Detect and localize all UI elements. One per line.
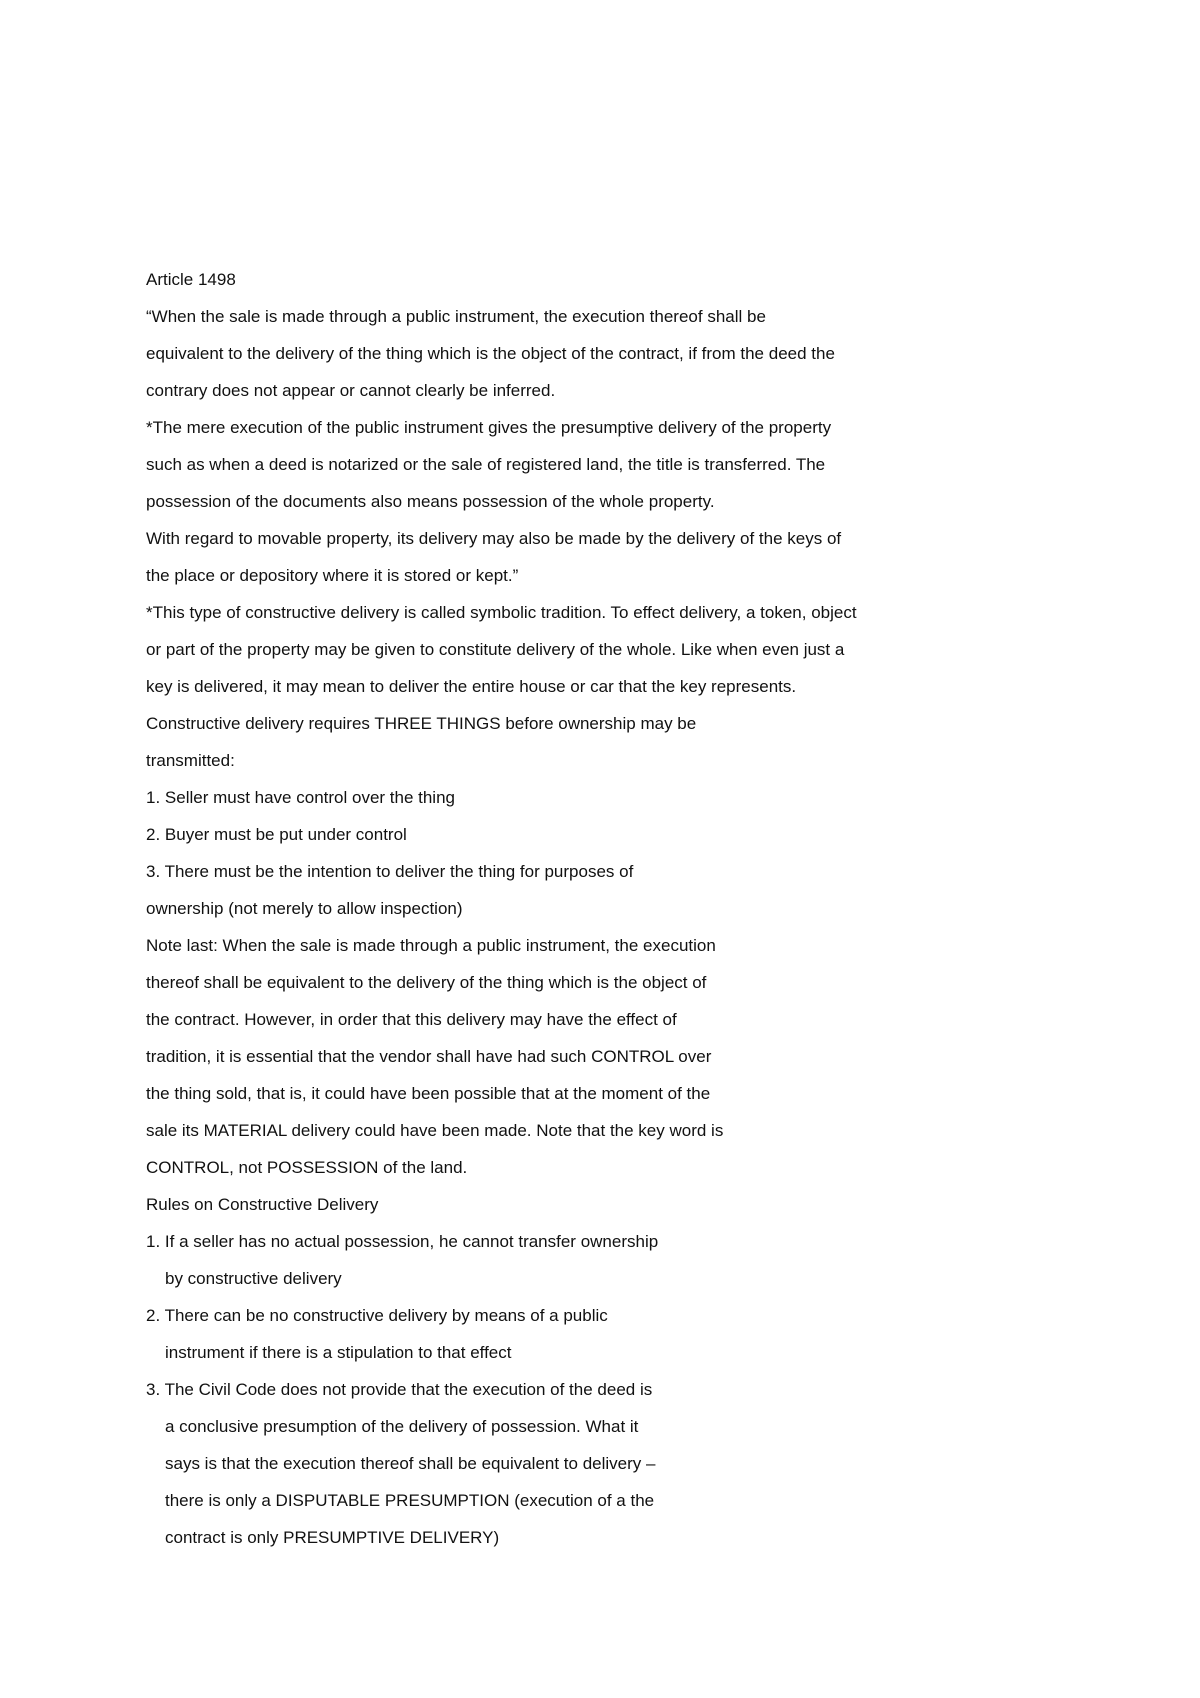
doc-line: ownership (not merely to allow inspection) bbox=[146, 899, 463, 918]
doc-line: or part of the property may be given to constitute delivery of the whole. Like when even just a bbox=[146, 640, 845, 659]
doc-line: instrument if there is a stipulation to that effect bbox=[165, 1343, 512, 1362]
doc-line: 1. If a seller has no actual possession, he cannot transfer ownership bbox=[146, 1232, 659, 1251]
doc-line: there is only a DISPUTABLE PRESUMPTION (execution of a the bbox=[165, 1491, 655, 1510]
doc-line: by constructive delivery bbox=[165, 1269, 342, 1288]
doc-line: 2. Buyer must be put under control bbox=[146, 825, 407, 844]
doc-line: equivalent to the delivery of the thing which is the object of the contract, if from the deed the bbox=[146, 344, 835, 363]
doc-line: contract is only PRESUMPTIVE DELIVERY) bbox=[165, 1528, 500, 1547]
doc-line: transmitted: bbox=[146, 751, 235, 770]
doc-line: sale its MATERIAL delivery could have been made. Note that the key word is bbox=[146, 1121, 724, 1140]
doc-line: With regard to movable property, its delivery may also be made by the delivery of the keys of bbox=[146, 529, 842, 548]
doc-line: the thing sold, that is, it could have been possible that at the moment of the bbox=[146, 1084, 711, 1103]
doc-line: “When the sale is made through a public instrument, the execution thereof shall be bbox=[146, 307, 766, 326]
doc-line: a conclusive presumption of the delivery of possession. What it bbox=[165, 1417, 639, 1436]
doc-line: such as when a deed is notarized or the sale of registered land, the title is transferred. The bbox=[146, 455, 826, 474]
doc-line: Note last: When the sale is made through a public instrument, the execution bbox=[146, 936, 716, 955]
doc-line: the contract. However, in order that this delivery may have the effect of bbox=[146, 1010, 677, 1029]
doc-line: the place or depository where it is stored or kept.” bbox=[146, 566, 519, 585]
document-body bbox=[146, 261, 1126, 1556]
doc-line: 3. There must be the intention to deliver the thing for purposes of bbox=[146, 862, 634, 881]
doc-line: Article 1498 bbox=[146, 270, 236, 289]
doc-line: 2. There can be no constructive delivery by means of a public bbox=[146, 1306, 608, 1325]
doc-line: Constructive delivery requires THREE THINGS before ownership may be bbox=[146, 714, 697, 733]
doc-line: *The mere execution of the public instrument gives the presumptive delivery of the property bbox=[146, 418, 832, 437]
doc-line: Rules on Constructive Delivery bbox=[146, 1195, 379, 1214]
doc-line: thereof shall be equivalent to the delivery of the thing which is the object of bbox=[146, 973, 707, 992]
doc-line: possession of the documents also means possession of the whole property. bbox=[146, 492, 715, 511]
doc-line: 1. Seller must have control over the thing bbox=[146, 788, 455, 807]
doc-line: 3. The Civil Code does not provide that the execution of the deed is bbox=[146, 1380, 653, 1399]
doc-line: key is delivered, it may mean to deliver the entire house or car that the key represents. bbox=[146, 677, 797, 696]
doc-line: *This type of constructive delivery is called symbolic tradition. To effect delivery, a token, object bbox=[146, 603, 857, 622]
doc-line: tradition, it is essential that the vendor shall have had such CONTROL over bbox=[146, 1047, 712, 1066]
doc-line: says is that the execution thereof shall be equivalent to delivery – bbox=[165, 1454, 656, 1473]
doc-line: CONTROL, not POSSESSION of the land. bbox=[146, 1158, 468, 1177]
doc-line: contrary does not appear or cannot clearly be inferred. bbox=[146, 381, 556, 400]
